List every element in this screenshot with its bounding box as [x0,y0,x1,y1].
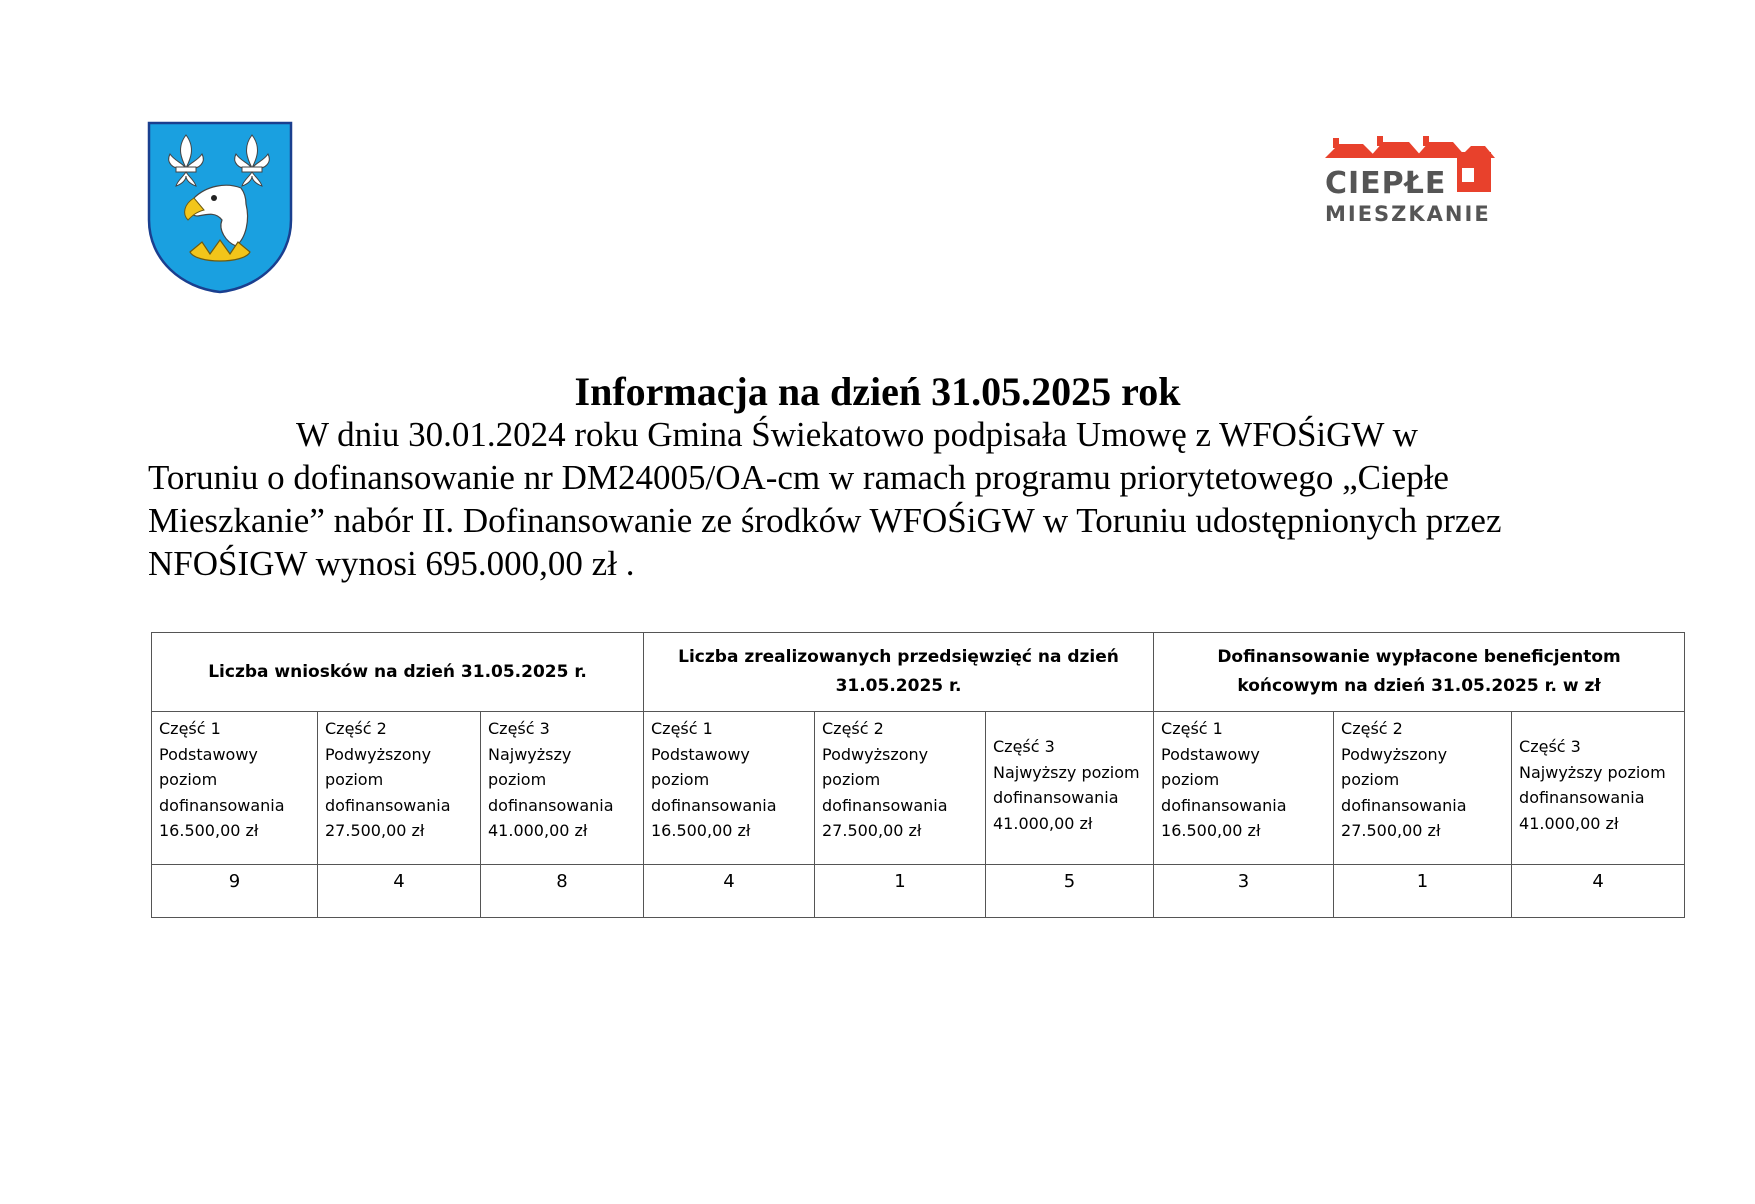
value-cell: 5 [986,865,1154,918]
part-text: poziom [651,770,710,789]
part-amount: 16.500,00 zł [651,821,751,840]
part-amount: 16.500,00 zł [159,821,259,840]
value-cell: 1 [815,865,986,918]
value-cell: 4 [318,865,481,918]
part-header-cell [481,712,644,865]
part-text: dofinansowania [1161,795,1287,815]
part-header-cell [986,712,1154,865]
cieple-mieszkanie-logo [1325,136,1505,228]
part-label: Część 3 [488,719,550,738]
part-text: poziom [822,770,881,789]
values-row [152,865,1685,918]
value-cell: 8 [481,865,644,918]
part-text: dofinansowania [325,795,451,815]
page-title: Informacja na dzień 31.05.2025 rok [574,369,1181,414]
part-header-cell [815,712,986,865]
group-header-completed: Liczba zrealizowanych przedsięwzięć na dzień 31.05.2025 r. [644,633,1154,712]
part-label: Część 1 [1161,719,1223,738]
part-level: Podwyższony [822,744,929,764]
part-text: dofinansowania [651,795,777,815]
logo-line-1: CIEPŁE [1325,166,1447,201]
group-header-applications: Liczba wniosków na dzień 31.05.2025 r. [152,633,644,712]
part-text: dofinansowania [1341,795,1467,815]
part-text: poziom [1161,770,1220,789]
part-text: poziom [1341,770,1400,789]
part-text: dofinansowania [159,795,285,815]
group-header-row [152,633,1685,712]
part-level: Podstawowy [159,744,258,764]
part-amount: 41.000,00 zł [488,821,588,840]
part-label: Część 1 [651,719,713,738]
part-amount: 27.500,00 zł [822,821,922,840]
part-amount: 41.000,00 zł [1519,813,1619,833]
paragraph-line: W dniu 30.01.2024 roku Gmina Świekatowo podpisała Umowę z WFOŚiGW w [296,415,1418,454]
paragraph-line: NFOŚIGW wynosi 695.000,00 zł . [148,544,635,583]
part-header-cell [1334,712,1512,865]
part-amount: 27.500,00 zł [325,821,425,840]
subheader-row [152,712,1685,865]
part-text: poziom [488,770,547,789]
part-amount: 27.500,00 zł [1341,821,1441,840]
part-header-cell [1512,712,1685,865]
part-header-cell [644,712,815,865]
part-amount: 41.000,00 zł [993,813,1093,833]
part-label: Część 3 [993,737,1055,756]
intro-paragraph [148,413,1628,585]
paragraph-line: Mieszkanie” nabór II. Dofinansowanie ze środków WFOŚiGW w Toruniu udostępnionych przez [148,501,1502,540]
paragraph-line: Toruniu o dofinansowanie nr DM24005/OA-cm w ramach programu priorytetowego „Ciepłe [148,458,1449,497]
part-text: dofinansowania [488,795,614,815]
part-label: Część 2 [822,719,884,738]
part-text: poziom [325,770,384,789]
part-header-cell [1154,712,1334,865]
part-header-cell [152,712,318,865]
part-label: Część 3 [1519,737,1581,756]
logo-line-2: MIESZKANIE [1325,202,1491,226]
value-cell: 1 [1334,865,1512,918]
house-block-icon [1457,152,1491,192]
part-label: Część 2 [325,719,387,738]
value-cell: 4 [644,865,815,918]
part-text: dofinansowania [1519,788,1645,807]
part-text: poziom [159,770,218,789]
part-level: Najwyższy [488,744,572,764]
part-level: Podwyższony [1341,744,1448,764]
value-cell: 4 [1512,865,1685,918]
part-level: Podstawowy [1161,744,1260,764]
part-text: dofinansowania [822,795,948,815]
part-level: Podwyższony [325,744,432,764]
part-level: Najwyższy poziom [1519,762,1666,782]
part-text: dofinansowania [993,788,1119,807]
part-level: Najwyższy poziom [993,762,1140,782]
group-header-paid-out: Dofinansowanie wypłacone beneficjentom końcowym na dzień 31.05.2025 r. w zł [1154,633,1685,712]
part-amount: 16.500,00 zł [1161,821,1261,840]
value-cell: 3 [1154,865,1334,918]
part-header-cell [318,712,481,865]
value-cell: 9 [152,865,318,918]
statistics-table [151,632,1685,918]
coat-of-arms-emblem [146,120,294,294]
part-label: Część 1 [159,719,221,738]
part-level: Podstawowy [651,744,750,764]
part-label: Część 2 [1341,719,1403,738]
